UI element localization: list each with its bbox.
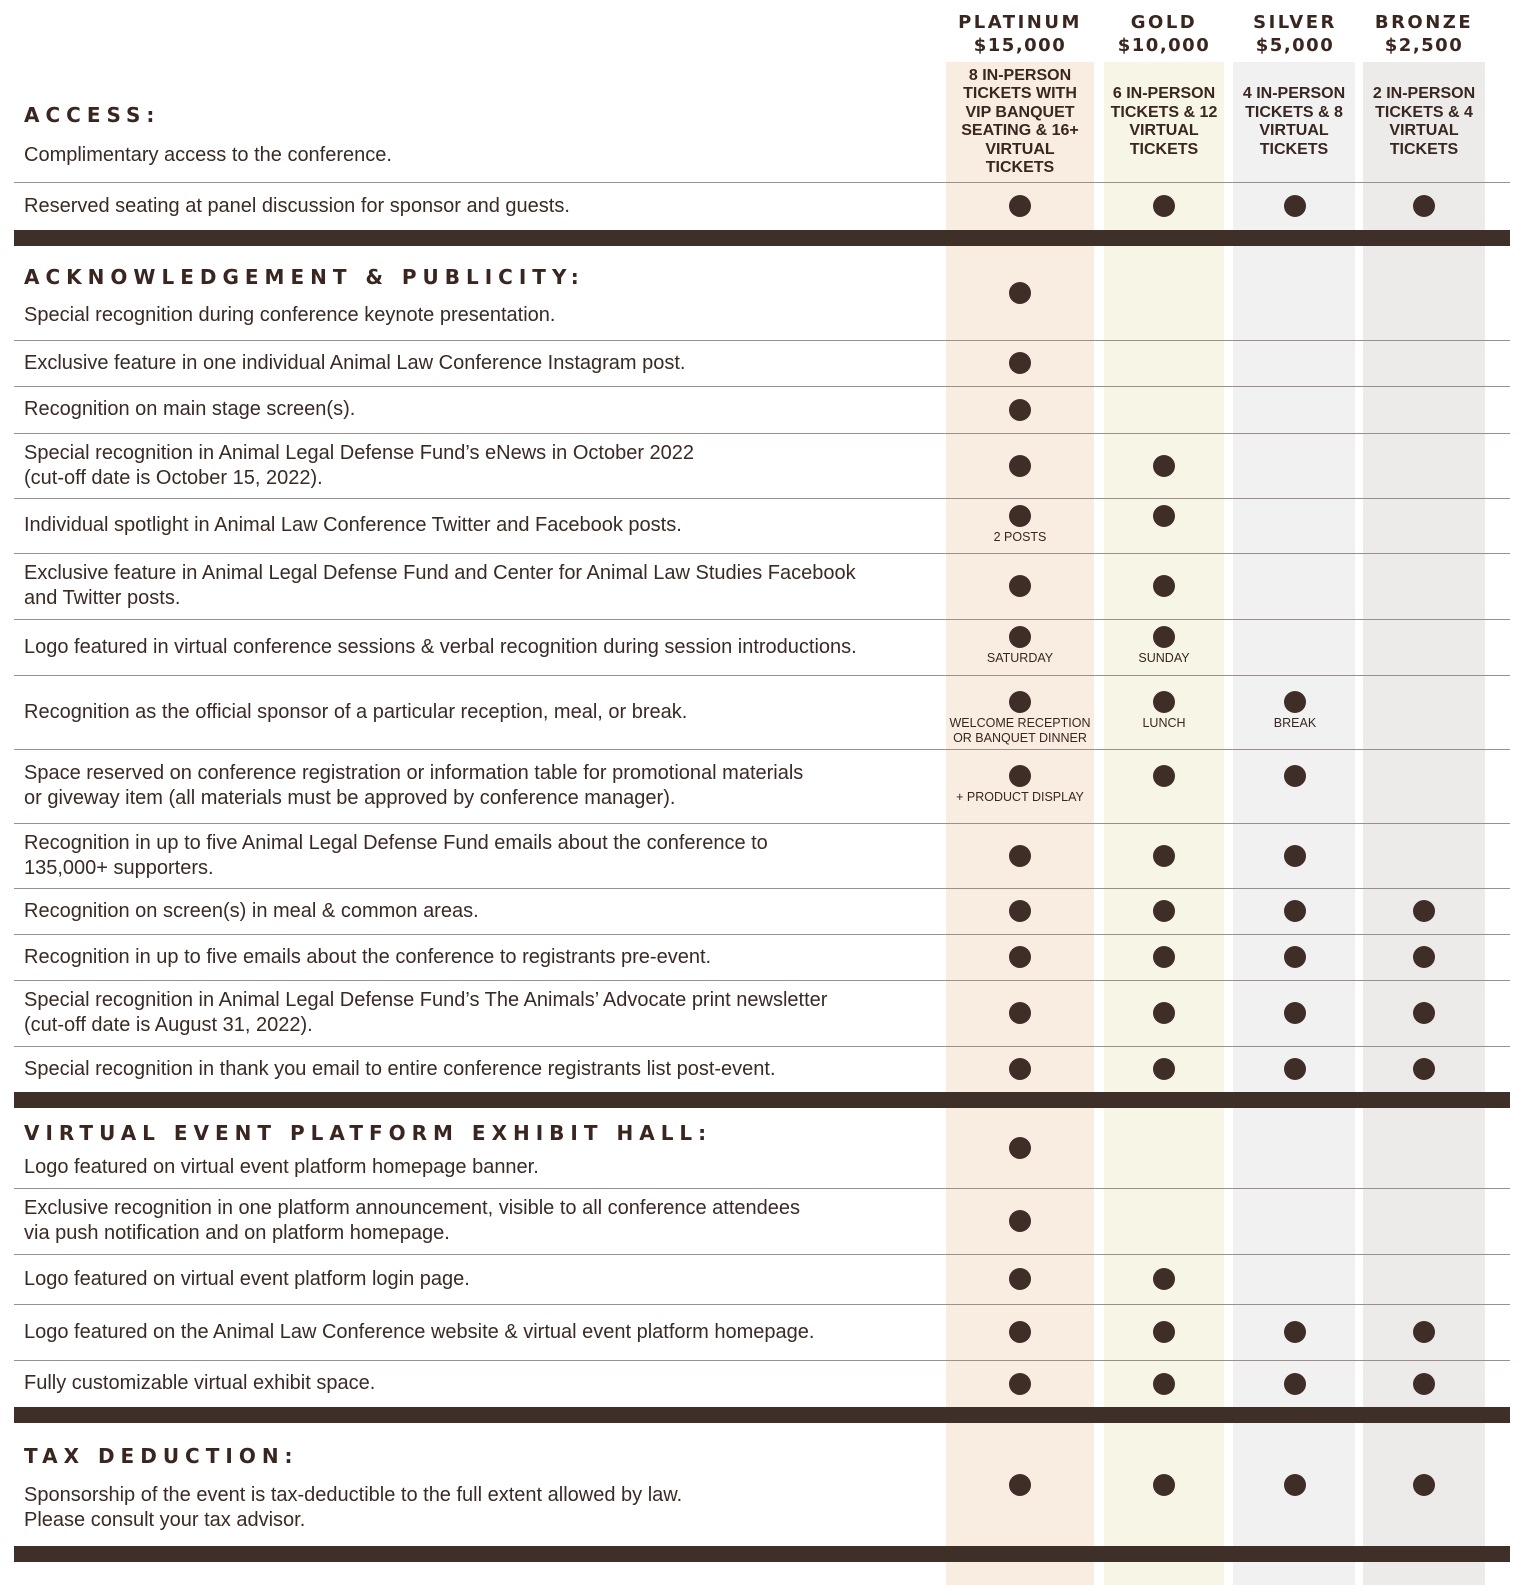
- section-divider-bar: [14, 1546, 1510, 1562]
- included-dot: [1413, 1058, 1435, 1080]
- included-dot: [1009, 399, 1031, 421]
- included-dot: [1153, 505, 1175, 527]
- benefit-note: + PRODUCT DISPLAY: [956, 790, 1084, 804]
- row-divider: [14, 1304, 1510, 1305]
- tier-name: PLATINUM: [958, 12, 1082, 33]
- benefit-note: SUNDAY: [1138, 651, 1190, 665]
- benefit-note: WELCOME RECEPTION OR BANQUET DINNER: [949, 716, 1091, 745]
- included-dot: [1413, 900, 1435, 922]
- included-dot: [1009, 946, 1031, 968]
- included-dot: [1009, 282, 1031, 304]
- benefit-note: 2 POSTS: [993, 529, 1047, 544]
- included-dot: [1009, 845, 1031, 867]
- benefit-description: [24, 291, 924, 340]
- benefit-text-line: Sponsorship of the event is tax-deductible to the full extent allowed by law.: [24, 1484, 683, 1506]
- section-title: VIRTUAL EVENT PLATFORM EXHIBIT HALL:: [24, 1121, 713, 1145]
- included-dot: [1009, 765, 1031, 787]
- benefit-note: LUNCH: [1142, 716, 1186, 730]
- benefit-text-line: Special recognition in Animal Legal Defense Fund’s eNews in October 2022: [24, 441, 695, 464]
- included-dot: [1009, 575, 1031, 597]
- benefit-text-line: Recognition in up to five emails about the conference to registrants pre-event.: [24, 945, 712, 968]
- included-dot: [1284, 845, 1306, 867]
- row-divider: [14, 182, 1510, 183]
- tier-header-gold: [1089, 12, 1239, 58]
- included-dot: [1009, 691, 1031, 713]
- included-dot: [1153, 195, 1175, 217]
- included-dot: [1153, 1058, 1175, 1080]
- included-dot: [1153, 946, 1175, 968]
- benefit-text-line: Reserved seating at panel discussion for sponsor and guests.: [24, 194, 570, 217]
- row-divider: [14, 934, 1510, 935]
- included-dot: [1009, 352, 1031, 374]
- section-title: ACKNOWLEDGEMENT & PUBLICITY:: [24, 265, 585, 289]
- row-divider: [14, 433, 1510, 434]
- tier-price: $10,000: [1117, 35, 1211, 56]
- benefit-description: [24, 980, 924, 1046]
- benefit-description: [24, 1360, 924, 1407]
- included-dot: [1284, 1474, 1306, 1496]
- included-dot: [1009, 900, 1031, 922]
- included-dot: [1153, 691, 1175, 713]
- benefit-text-line: Exclusive feature in one individual Animal Law Conference Instagram post.: [24, 351, 686, 374]
- included-dot: [1009, 1474, 1031, 1496]
- ticket-allocation: 2 IN-PERSON TICKETS & 4 VIRTUAL TICKETS: [1372, 85, 1476, 158]
- benefit-text-line: Logo featured on virtual event platform login page.: [24, 1267, 470, 1290]
- included-dot: [1009, 1058, 1031, 1080]
- benefit-text-line: Recognition on screen(s) in meal & common areas.: [24, 899, 479, 922]
- benefit-text-line: Exclusive feature in Animal Legal Defense Fund and Center for Animal Law Studies Facebook: [24, 562, 856, 584]
- benefit-text-line: via push notification and on platform homepage.: [24, 1222, 450, 1244]
- included-dot: [1009, 1210, 1031, 1232]
- row-divider: [14, 1188, 1510, 1189]
- benefit-description: [24, 498, 924, 553]
- included-dot: [1284, 1321, 1306, 1343]
- included-dot: [1153, 1268, 1175, 1290]
- benefit-description: [24, 749, 924, 823]
- ticket-allocation: 6 IN-PERSON TICKETS & 12 VIRTUAL TICKETS: [1110, 85, 1218, 158]
- included-dot: [1153, 575, 1175, 597]
- row-divider: [14, 1046, 1510, 1047]
- tier-price: $15,000: [973, 35, 1067, 56]
- benefit-description: [24, 386, 924, 433]
- row-divider: [14, 1254, 1510, 1255]
- tier-name: SILVER: [1253, 12, 1337, 33]
- benefit-description: [24, 888, 924, 934]
- row-divider: [14, 675, 1510, 676]
- included-dot: [1153, 765, 1175, 787]
- included-dot: [1009, 1268, 1031, 1290]
- row-divider: [14, 619, 1510, 620]
- row-divider: [14, 823, 1510, 824]
- included-dot: [1009, 1373, 1031, 1395]
- benefit-text-line: 135,000+ supporters.: [24, 856, 214, 879]
- tier-header-platinum: [945, 12, 1095, 58]
- included-dot: [1284, 946, 1306, 968]
- benefit-text-line: Recognition in up to five Animal Legal Defense Fund emails about the conference to: [24, 831, 768, 854]
- included-dot: [1153, 1002, 1175, 1024]
- benefit-text-line: Please consult your tax advisor.: [24, 1509, 306, 1531]
- included-dot: [1153, 1373, 1175, 1395]
- included-dot: [1153, 1321, 1175, 1343]
- benefit-description: [24, 823, 924, 888]
- included-dot: [1413, 1321, 1435, 1343]
- tier-price: $2,500: [1384, 35, 1464, 56]
- included-dot: [1009, 1137, 1031, 1159]
- section-divider-bar: [14, 1407, 1510, 1423]
- included-dot: [1284, 1373, 1306, 1395]
- included-dot: [1284, 900, 1306, 922]
- included-dot: [1284, 1002, 1306, 1024]
- row-divider: [14, 888, 1510, 889]
- benefit-text-line: Individual spotlight in Animal Law Conference Twitter and Facebook posts.: [24, 514, 682, 536]
- ticket-allocation: 8 IN-PERSON TICKETS WITH VIP BANQUET SEATING & 16+ VIRTUAL TICKETS: [961, 66, 1079, 176]
- row-divider: [14, 340, 1510, 341]
- benefit-description: [24, 129, 924, 182]
- benefit-text-line: Fully customizable virtual exhibit space.: [24, 1372, 376, 1394]
- benefit-text-line: Space reserved on conference registration or information table for promotional materials: [24, 762, 804, 784]
- included-dot: [1413, 1002, 1435, 1024]
- benefit-text-line: Special recognition in Animal Legal Defense Fund’s The Animals’ Advocate print newsletter: [24, 989, 828, 1011]
- section-divider-bar: [14, 230, 1510, 246]
- included-dot: [1153, 455, 1175, 477]
- benefit-text-line: Recognition on main stage screen(s).: [24, 398, 356, 420]
- included-dot: [1413, 946, 1435, 968]
- benefit-description: [24, 553, 924, 619]
- benefit-description: [24, 182, 924, 230]
- included-dot: [1284, 195, 1306, 217]
- tier-header-bronze: [1349, 12, 1499, 58]
- tier-header-silver: [1220, 12, 1370, 58]
- benefit-text-line: Recognition as the official sponsor of a particular reception, meal, or break.: [24, 700, 688, 723]
- benefit-description: [24, 934, 924, 980]
- tier-name: GOLD: [1130, 12, 1198, 33]
- benefit-description: [24, 340, 924, 386]
- tier-price: $5,000: [1255, 35, 1335, 56]
- benefit-text-line: Special recognition during conference keynote presentation.: [24, 304, 556, 326]
- included-dot: [1153, 845, 1175, 867]
- benefit-text-line: (cut-off date is August 31, 2022).: [24, 1014, 313, 1036]
- section-title: ACCESS:: [24, 103, 161, 127]
- benefit-description: [24, 619, 924, 675]
- ticket-allocation: 4 IN-PERSON TICKETS & 8 VIRTUAL TICKETS: [1242, 85, 1346, 158]
- section-title: TAX DEDUCTION:: [24, 1444, 299, 1468]
- benefit-text-line: Logo featured in virtual conference sessions & verbal recognition during session introductions.: [24, 635, 857, 658]
- included-dot: [1153, 1474, 1175, 1496]
- benefit-text-line: Logo featured on the Animal Law Conference website & virtual event platform homepage.: [24, 1320, 815, 1343]
- benefit-note: SATURDAY: [986, 651, 1054, 665]
- benefit-text-line: and Twitter posts.: [24, 587, 181, 609]
- section-divider-bar: [14, 1092, 1510, 1108]
- included-dot: [1153, 900, 1175, 922]
- included-dot: [1009, 1002, 1031, 1024]
- row-divider: [14, 553, 1510, 554]
- included-dot: [1009, 455, 1031, 477]
- benefit-description: [24, 1304, 924, 1360]
- benefit-description: [24, 675, 924, 749]
- benefit-text-line: or giveway item (all materials must be approved by conference manager).: [24, 787, 676, 809]
- benefit-text-line: Special recognition in thank you email to entire conference registrants list post-event.: [24, 1057, 776, 1080]
- included-dot: [1009, 626, 1031, 648]
- benefit-text-line: Exclusive recognition in one platform announcement, visible to all conference attendees: [24, 1197, 801, 1219]
- row-divider: [14, 980, 1510, 981]
- benefit-description: [24, 433, 924, 498]
- row-divider: [14, 498, 1510, 499]
- benefit-text-line: Complimentary access to the conference.: [24, 144, 392, 166]
- benefit-text-line: Logo featured on virtual event platform homepage banner.: [24, 1156, 539, 1178]
- row-divider: [14, 749, 1510, 750]
- benefit-description: [24, 1188, 924, 1254]
- included-dot: [1153, 626, 1175, 648]
- benefit-description: [24, 1254, 924, 1304]
- included-dot: [1284, 1058, 1306, 1080]
- included-dot: [1009, 505, 1031, 527]
- included-dot: [1284, 765, 1306, 787]
- included-dot: [1413, 195, 1435, 217]
- included-dot: [1413, 1474, 1435, 1496]
- benefit-description: [24, 1470, 924, 1546]
- included-dot: [1009, 1321, 1031, 1343]
- benefit-text-line: (cut-off date is October 15, 2022).: [24, 466, 323, 489]
- tier-name: BRONZE: [1374, 12, 1474, 33]
- benefit-note: BREAK: [1273, 716, 1317, 730]
- included-dot: [1284, 691, 1306, 713]
- benefit-description: [24, 1046, 924, 1092]
- row-divider: [14, 386, 1510, 387]
- benefit-description: [24, 1147, 924, 1188]
- included-dot: [1413, 1373, 1435, 1395]
- row-divider: [14, 1360, 1510, 1361]
- included-dot: [1009, 195, 1031, 217]
